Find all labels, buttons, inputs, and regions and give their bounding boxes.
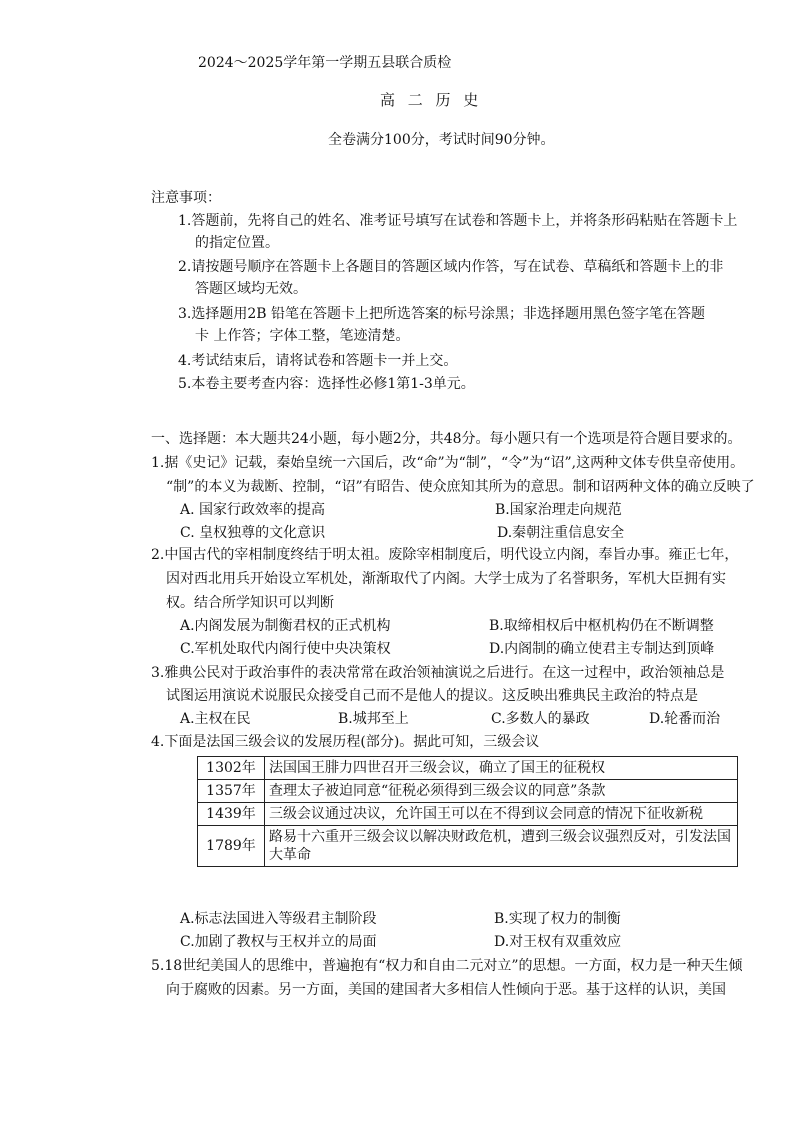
table-cell-year: 1302年 — [198, 757, 265, 780]
option-c: C. 皇权独尊的文化意识 — [180, 525, 326, 541]
option-a: A.内阁发展为制衡君权的正式机构 — [180, 618, 391, 634]
table-row — [198, 826, 738, 867]
option-c: C.加剧了教权与王权并立的局面 — [180, 934, 377, 950]
table-cell-event: 路易十六重开三级会议以解决财政危机，遭到三级会议强烈反对，引发法国大革命 — [265, 826, 738, 867]
table-cell-event: 法国国王腓力四世召开三级会议，确立了国王的征税权 — [265, 757, 738, 780]
subject-title: 高 二 历 史 — [380, 91, 483, 109]
section-heading: 一、选择题：本大题共24小题，每小题2分，共48分。每小题只有一个选项是符合题目要求的。 — [151, 431, 742, 447]
option-d: D.对王权有双重效应 — [494, 934, 622, 950]
option-d: D.轮番而治 — [649, 711, 721, 727]
timeline-table — [197, 756, 738, 867]
table-row — [198, 757, 738, 780]
table-cell-year: 1439年 — [198, 803, 265, 826]
notice-item-3-cont: 卡 上作答；字体工整，笔迹清楚。 — [195, 328, 410, 344]
question-text: 5.18世纪美国人的思维中，普遍抱有“权力和自由二元对立”的思想。一方面，权力是一种天生倾 — [151, 958, 743, 974]
question-text: 试图运用演说术说服民众接受自己而不是他人的提议。这反映出雅典民主政治的特点是 — [166, 688, 698, 704]
question-text: 3.雅典公民对于政治事件的表决常常在政治领袖演说之后进行。在这一过程中，政治领袖总是 — [151, 665, 725, 681]
question-text: 因对西北用兵开始设立军机处，渐渐取代了内阁。大学士成为了名誉职务，军机大臣拥有实 — [166, 571, 726, 587]
score-time-note: 全卷满分100分，考试时间90分钟。 — [328, 132, 555, 148]
option-a: A. 国家行政效率的提高 — [180, 502, 326, 518]
option-b: B.城邦至上 — [338, 711, 409, 727]
notice-item-4: 4.考试结束后，请将试卷和答题卡一并上交。 — [178, 353, 458, 369]
option-d: D.内阁制的确立使君主专制达到顶峰 — [489, 641, 715, 657]
notice-item-2: 2.请按题号顺序在答题卡上各题目的答题区域内作答，写在试卷、草稿纸和答题卡上的非 — [178, 259, 724, 275]
option-b: B.实现了权力的制衡 — [494, 911, 621, 927]
option-d: D.秦朝注重信息安全 — [497, 525, 625, 541]
question-text: 权。结合所学知识可以判断 — [166, 595, 334, 611]
notice-title: 注意事项： — [151, 190, 221, 206]
table-row — [198, 803, 738, 826]
option-b: B.取缔相权后中枢机构仍在不断调整 — [489, 618, 714, 634]
notice-item-3: 3.选择题用2B 铅笔在答题卡上把所选答案的标号涂黑；非选择题用黑色签字笔在答题 — [178, 306, 706, 322]
question-text: “制”的本义为裁断、控制，“诏”有昭告、使众庶知其所为的意思。制和诏两种文体的确立反映了 — [166, 479, 755, 495]
table-cell-year: 1357年 — [198, 780, 265, 803]
option-c: C.军机处取代内阁行使中央决策权 — [180, 641, 391, 657]
option-b: B.国家治理走向规范 — [495, 502, 622, 518]
option-a: A.主权在民 — [180, 711, 251, 727]
notice-item-2-cont: 答题区域均无效。 — [195, 281, 307, 297]
exam-title: 2024～2025学年第一学期五县联合质检 — [198, 55, 452, 71]
option-a: A.标志法国进入等级君主制阶段 — [180, 911, 377, 927]
option-c: C.多数人的暴政 — [491, 711, 590, 727]
question-text: 2.中国古代的宰相制度终结于明太祖。废除宰相制度后，明代设立内阁，奉旨办事。雍正七年， — [151, 547, 739, 563]
question-text: 1.据《史记》记载，秦始皇统一六国后，改“命”为“制”，“令”为“诏”,这两种文体专供皇帝使用。 — [151, 455, 745, 471]
question-text: 4.下面是法国三级会议的发展历程(部分)。据此可知，三级会议 — [151, 734, 540, 750]
notice-item-1: 1.答题前，先将自己的姓名、准考证号填写在试卷和答题卡上，并将条形码粘贴在答题卡上 — [178, 213, 738, 229]
notice-item-5: 5.本卷主要考查内容：选择性必修1第1-3单元。 — [178, 376, 475, 392]
table-cell-year: 1789年 — [198, 826, 265, 867]
question-text: 向于腐败的因素。另一方面，美国的建国者大多相信人性倾向于恶。基于这样的认识，美国 — [166, 982, 726, 998]
table-row — [198, 780, 738, 803]
notice-item-1-cont: 的指定位置。 — [195, 235, 279, 251]
table-cell-event: 三级会议通过决议，允许国王可以在不得到议会同意的情况下征收新税 — [265, 803, 738, 826]
table-cell-event: 查理太子被迫同意“征税必须得到三级会议的同意”条款 — [265, 780, 738, 803]
